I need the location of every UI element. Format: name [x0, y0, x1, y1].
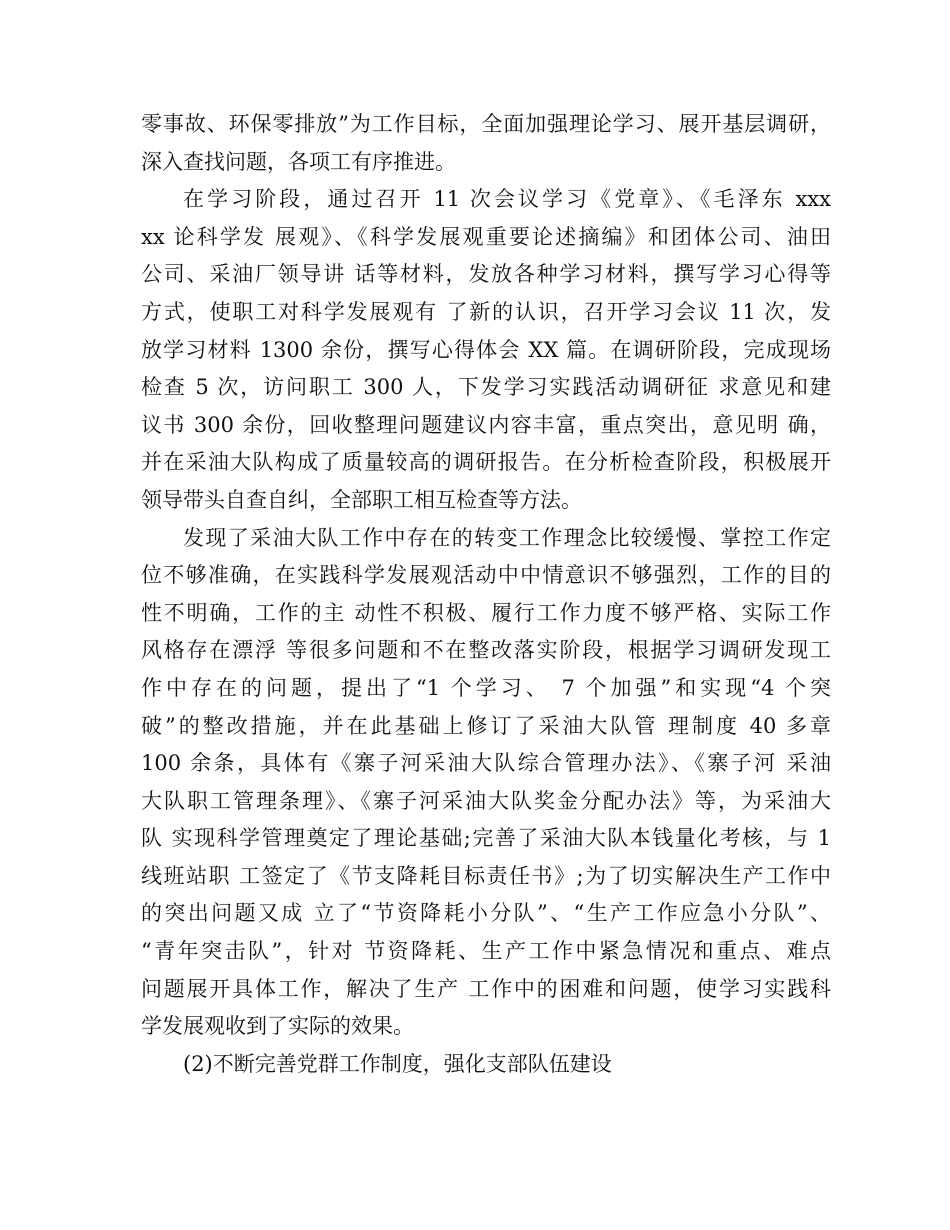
text-line: 作中存在的问题，提出了“1 个学习、 7 个加强”和实现“4 个突	[141, 675, 831, 700]
text-line: 在学习阶段，通过召开 11 次会议学习《党章》、《毛泽东 xxx	[183, 187, 831, 212]
text-line: (2)不断完善党群工作制度，强化支部队伍建设	[183, 1051, 612, 1076]
body-text	[141, 106, 831, 1083]
text-line: 问题展开具体工作，解决了生产 工作中的困难和问题，使学习实践科	[141, 976, 831, 1001]
text-line: xx 论科学发 展观》、《科学发展观重要论述摘编》和团体公司、油田	[141, 224, 831, 249]
text-line: 深入查找问题，各项工有序推进。	[141, 149, 456, 174]
text-line: 发现了采油大队工作中存在的转变工作理念比较缓慢、掌控工作定	[183, 525, 831, 550]
text-line: 线班站职 工签定了《节支降耗目标责任书》;为了切实解决生产工作中	[141, 863, 831, 888]
text-line: 100 余条，具体有《寨子河采油大队综合管理办法》、《寨子河 采油	[141, 751, 831, 776]
text-line: 大队职工管理条理》、《寨子河采油大队奖金分配办法》等，为采油大	[141, 788, 831, 813]
text-line: 公司、采油厂领导讲 话等材料，发放各种学习材料，撰写学习心得等	[141, 262, 831, 287]
text-line: 议书 300 余份，回收整理问题建议内容丰富，重点突出，意见明 确，	[141, 412, 831, 437]
text-line: 领导带头自查自纠，全部职工相互检查等方法。	[141, 487, 582, 512]
text-line: 的突出问题又成 立了“节资降耗小分队”、“生产工作应急小分队”、	[141, 901, 831, 926]
text-line: 零事故、环保零排放”为工作目标，全面加强理论学习、展开基层调研，	[141, 112, 831, 136]
text-line: 风格存在漂浮 等很多问题和不在整改落实阶段，根据学习调研发现工	[141, 638, 831, 663]
text-line: 队 实现科学管理奠定了理论基础;完善了采油大队本钱量化考核，与 1	[141, 826, 831, 851]
text-line: 学发展观收到了实际的效果。	[141, 1014, 414, 1039]
text-line: 检查 5 次，访问职工 300 人，下发学习实践活动调研征 求意见和建	[141, 375, 831, 400]
text-line: 破”的整改措施，并在此基础上修订了采油大队管 理制度 40 多章	[141, 713, 831, 738]
text-line: “青年突击队”，针对 节资降耗、生产工作中紧急情况和重点、难点	[141, 939, 831, 964]
text-line: 放学习材料 1300 余份，撰写心得体会 XX 篇。在调研阶段，完成现场	[141, 337, 831, 362]
text-line: 并在采油大队构成了质量较高的调研报告。在分析检查阶段，积极展开	[141, 450, 831, 475]
text-line: 方式，使职工对科学发展观有 了新的认识，召开学习会议 11 次，发	[141, 299, 831, 324]
text-line: 位不够准确，在实践科学发展观活动中中情意识不够强烈，工作的目的	[141, 563, 831, 588]
text-line: 性不明确，工作的主 动性不积极、履行工作力度不够严格、实际工作	[141, 600, 831, 625]
